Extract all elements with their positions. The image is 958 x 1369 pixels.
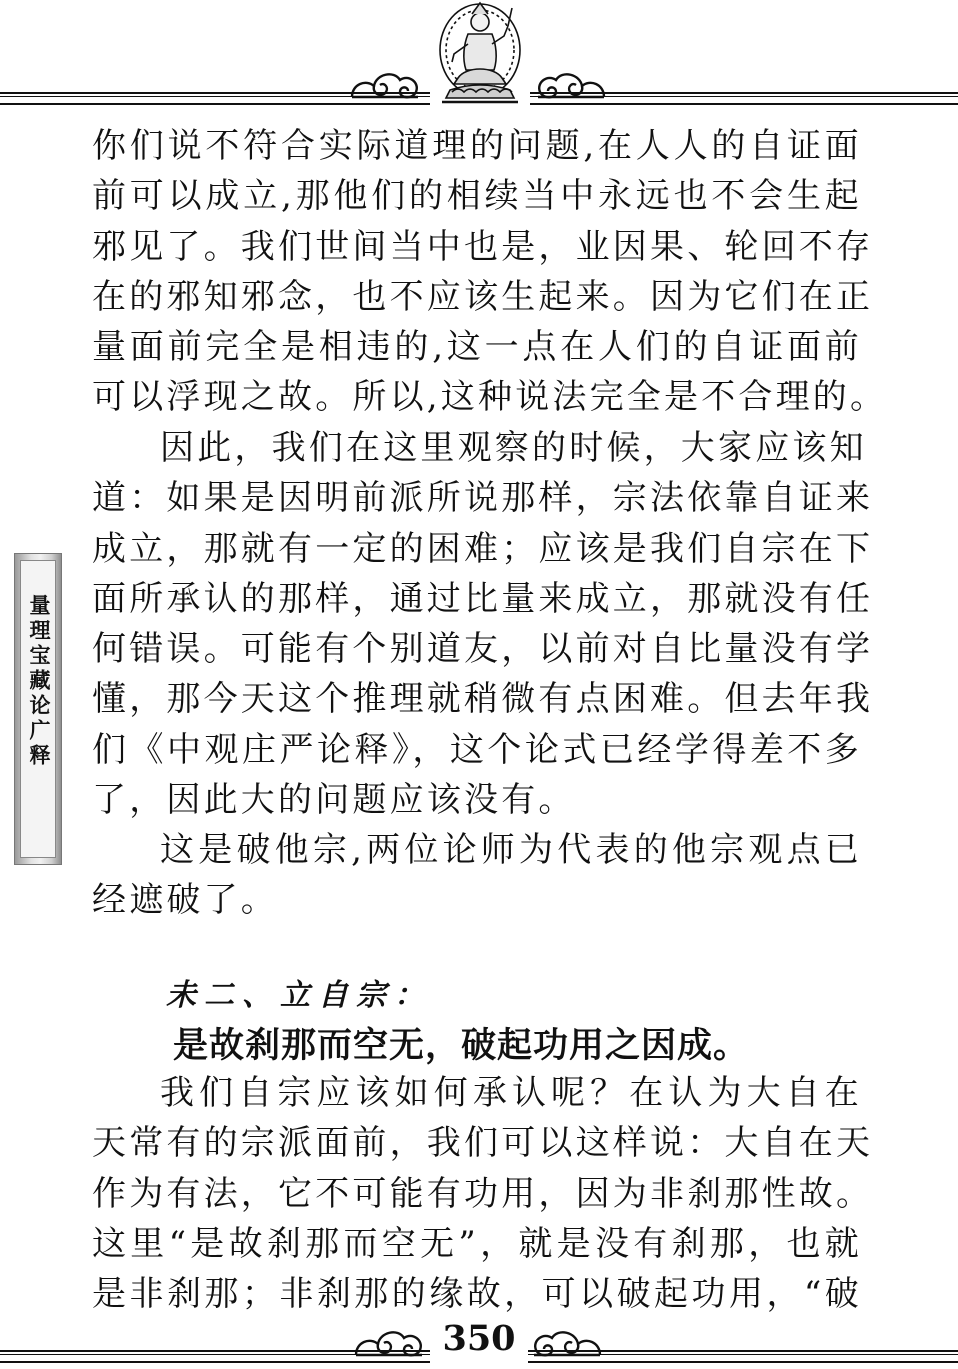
text-line: 邪见了。我们世间当中也是，业因果、轮回不存 xyxy=(92,226,874,267)
section-heading: 未二、立自宗： xyxy=(166,978,432,1013)
text-line: 作为有法，它不可能有功用，因为非刹那性故。 xyxy=(92,1173,874,1214)
cloud-ornament-icon xyxy=(348,64,422,102)
text-line: 这里“是故刹那而空无”，就是没有刹那，也就 xyxy=(92,1223,862,1264)
book-title: 量理宝藏论广释 xyxy=(27,594,52,769)
paragraph-4 xyxy=(92,1068,874,1319)
text-line: 你们说不符合实际道理的问题,在人人的自证面 xyxy=(92,126,862,166)
text-line: 我们自宗应该如何承认呢？在认为大自在 xyxy=(160,1073,862,1113)
text-line: 因此，我们在这里观察的时候，大家应该知 xyxy=(160,428,867,468)
text-line: 懂，那今天这个推理就稍微有点困难。但去年我 xyxy=(92,679,874,720)
paragraph-3 xyxy=(92,825,862,926)
text-line: 们《中观庄严论释》，这个论式已经学得差不多 xyxy=(92,729,862,770)
text-line: 了，因此大的问题应该没有。 xyxy=(92,780,576,821)
root-verse: 是故刹那而空无，破起功用之因成。 xyxy=(173,1026,750,1066)
page-number: 350 xyxy=(442,1318,516,1359)
paragraph-1 xyxy=(92,121,888,423)
paragraph-2 xyxy=(92,423,874,825)
text-line: 可以浮现之故。所以,这种说法完全是不合理的。 xyxy=(92,377,888,418)
text-line: 前可以成立,那他们的相续当中永远也不会生起 xyxy=(92,176,862,217)
seated-deity-illustration-icon xyxy=(428,0,532,106)
footer xyxy=(0,1310,958,1369)
text-line: 何错误。可能有个别道友，以前对自比量没有学 xyxy=(92,629,874,670)
text-line: 经遮破了。 xyxy=(92,880,278,921)
text-line: 道：如果是因明前派所说那样，宗法依靠自证来 xyxy=(92,478,874,519)
text-line: 是非刹那；非刹那的缘故，可以破起功用，“破 xyxy=(92,1274,862,1315)
text-line: 在的邪知邪念，也不应该生起来。因为它们在正 xyxy=(92,276,874,317)
text-line: 量面前完全是相违的,这一点在人们的自证面前 xyxy=(92,327,862,368)
book-title-side-tab xyxy=(14,553,62,865)
text-line: 这是破他宗,两位论师为代表的他宗观点已 xyxy=(160,830,862,870)
text-line: 成立，那就有一定的困难；应该是我们自宗在下 xyxy=(92,528,874,569)
text-line: 面所承认的那样，通过比量来成立，那就没有任 xyxy=(92,578,874,619)
text-line: 天常有的宗派面前，我们可以这样说：大自在天 xyxy=(92,1123,874,1164)
header-ornament xyxy=(0,0,958,110)
cloud-ornament-icon xyxy=(534,64,608,102)
